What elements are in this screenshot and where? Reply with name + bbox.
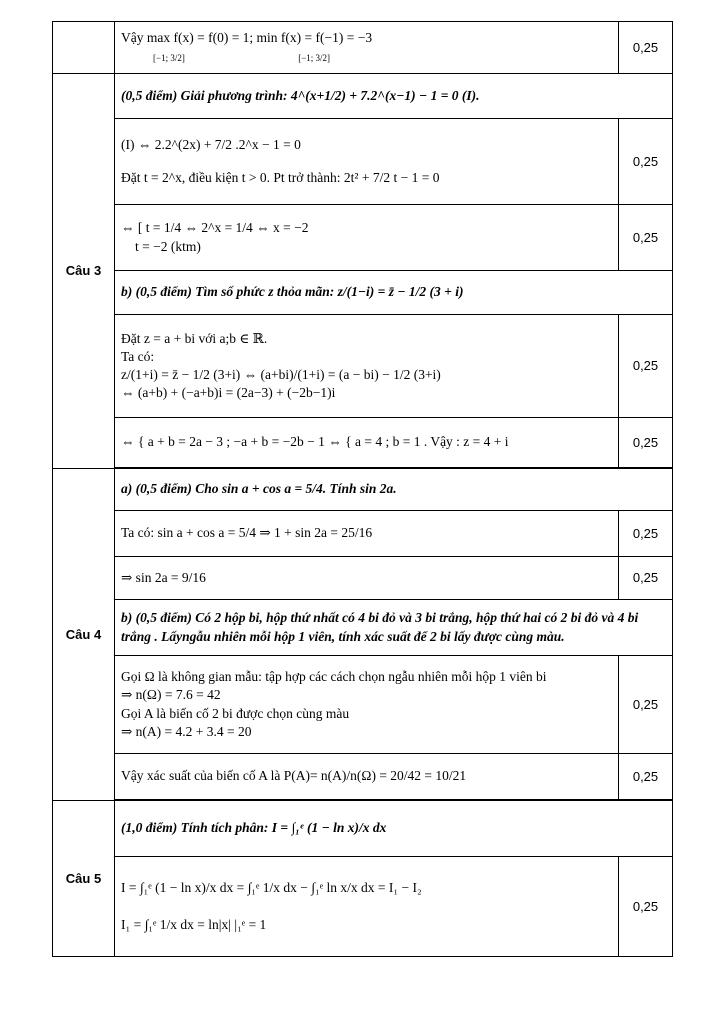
max-domain: [−1; 3/2] bbox=[153, 52, 185, 63]
solution-line: ⇔ { a + b = 2a − 3 ; −a + b = −2b − 1 ⇔ { a = 4 ; b = 1 . Vậy : z = 4 + i bbox=[121, 434, 509, 450]
table-row bbox=[53, 205, 673, 271]
solution-line: Gọi A là biến cố 2 bi được chọn cùng màu bbox=[121, 705, 350, 721]
solution-line: Đặt z = a + bi với a;b ∈ ℝ. bbox=[121, 330, 268, 346]
solution-line: ⇒ n(A) = 4.2 + 3.4 = 20 bbox=[121, 723, 252, 739]
min-domain: [−1; 3/2] bbox=[298, 52, 331, 63]
table-row bbox=[53, 119, 673, 205]
question-header: (0,5 điểm) Giải phương trình: 4^(x+1/2) + 7.2^(x−1) − 1 = 0 (I). bbox=[115, 74, 673, 119]
solution-cell bbox=[115, 315, 619, 418]
question-cell bbox=[53, 22, 115, 74]
solution-cell: Ta có: sin a + cos a = 5/4 ⇒ 1 + sin 2a = 25/16 bbox=[115, 511, 619, 557]
table-row bbox=[53, 418, 673, 468]
table-row bbox=[53, 801, 673, 857]
solution-line: z/(1+i) = z̄ − 1/2 (3+i) ⇔ (a+bi)/(1+i) = (a − bi) − 1/2 (3+i) bbox=[121, 367, 441, 382]
question-label: Câu 5 bbox=[53, 801, 115, 957]
table-row bbox=[53, 857, 673, 957]
solution-line: t = −2 (ktm) bbox=[135, 238, 201, 254]
table-row bbox=[53, 656, 673, 754]
solution-cell bbox=[115, 418, 619, 468]
table-row bbox=[53, 74, 673, 119]
part-header: b) (0,5 điểm) Có 2 hộp bi, hộp thứ nhất có 4 bi đỏ và 3 bi trắng, hộp thứ hai có 2 bi đỏ và 4 bi trắng . Lấyngẫu nhiên mỗi hộp 1 viên, tính xác suất để 2 bi lấy được cùng màu. bbox=[115, 600, 673, 656]
solution-cell bbox=[115, 656, 619, 754]
solution-line: ⇔ [ t = 1/4 ⇔ 2^x = 1/4 ⇔ x = −2 bbox=[121, 220, 309, 236]
part-header: b) (0,5 điểm) Tìm số phức z thỏa mãn: z/(1−i) = z̄ − 1/2 (3 + i) bbox=[115, 271, 673, 315]
table-row bbox=[53, 315, 673, 418]
question-header: (1,0 điểm) Tính tích phân: I = ∫₁ᵉ (1 − ln x)/x dx bbox=[115, 801, 673, 857]
table-row bbox=[53, 22, 673, 74]
solution-line: ⇔ (a+b) + (−a+b)i = (2a−3) + (−2b−1)i bbox=[121, 385, 336, 401]
table-row bbox=[53, 469, 673, 511]
solution-cell bbox=[115, 857, 619, 957]
solution-line: Đặt t = 2^x, điều kiện t > 0. Pt trở thành: 2t² + 7/2 t − 1 = 0 bbox=[121, 169, 440, 185]
table-row bbox=[53, 271, 673, 315]
score-cell: 0,25 bbox=[619, 418, 673, 468]
solution-cell bbox=[115, 22, 619, 74]
score-cell: 0,25 bbox=[619, 557, 673, 600]
table-row bbox=[53, 511, 673, 557]
score-cell: 0,25 bbox=[619, 754, 673, 800]
table-row bbox=[53, 557, 673, 600]
score-cell: 0,25 bbox=[619, 656, 673, 754]
solution-cell bbox=[115, 119, 619, 205]
solution-cell: Vậy xác suất của biến cố A là P(A)= n(A)/n(Ω) = 20/42 = 10/21 bbox=[115, 754, 619, 800]
solution-line: ⇒ n(Ω) = 7.6 = 42 bbox=[121, 687, 221, 703]
solution-line: I₁ = ∫₁ᵉ 1/x dx = ln|x| |₁ᵉ = 1 bbox=[121, 916, 267, 932]
score-cell: 0,25 bbox=[619, 857, 673, 957]
table-row bbox=[53, 600, 673, 656]
question-header: a) (0,5 điểm) Cho sin a + cos a = 5/4. Tính sin 2a. bbox=[115, 469, 673, 511]
score-cell: 0,25 bbox=[619, 205, 673, 271]
solution-line: Gọi Ω là không gian mẫu: tập hợp các cách chọn ngẫu nhiên mỗi hộp 1 viên bi bbox=[121, 669, 547, 685]
solution-cell bbox=[115, 205, 619, 271]
solution-line: I = ∫₁ᵉ (1 − ln x)/x dx = ∫₁ᵉ 1/x dx − ∫₁ᵉ ln x/x dx = I₁ − I₂ bbox=[121, 880, 422, 896]
max-min-conclusion: Vậy max f(x) = f(0) = 1; min f(x) = f(−1) = −3 bbox=[121, 30, 373, 46]
solution-line: Ta có: bbox=[121, 348, 155, 364]
solution-line: (I) ⇔ 2.2^(2x) + 7/2 .2^x − 1 = 0 bbox=[121, 137, 301, 153]
question-label: Câu 3 bbox=[53, 74, 115, 469]
solution-cell: ⇒ sin 2a = 9/16 bbox=[115, 557, 619, 600]
question-label: Câu 4 bbox=[53, 469, 115, 801]
score-cell: 0,25 bbox=[619, 315, 673, 418]
score-cell: 0,25 bbox=[619, 119, 673, 205]
score-cell: 0,25 bbox=[619, 511, 673, 557]
table-row bbox=[53, 754, 673, 800]
answer-key-table bbox=[52, 21, 673, 957]
score-cell: 0,25 bbox=[619, 22, 673, 74]
